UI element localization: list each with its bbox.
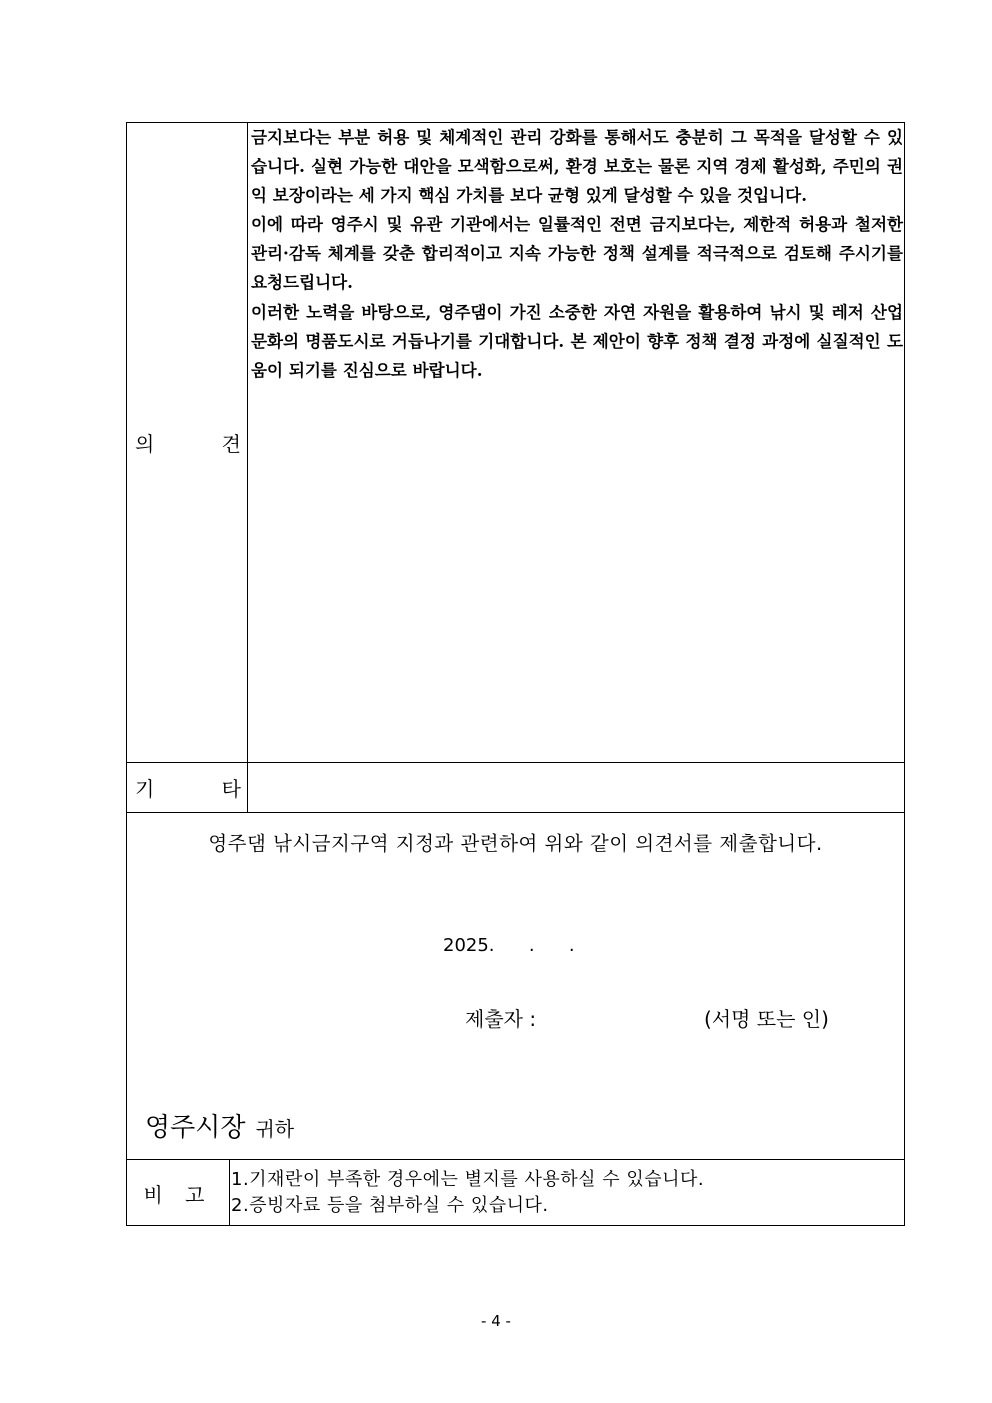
opinion-content [251, 123, 903, 385]
addressee [145, 1107, 294, 1144]
addressee-suffix: 귀하 [255, 1117, 295, 1141]
declaration-text: 영주댐 낚시금지구역 지정과 관련하여 위와 같이 의견서를 제출합니다. [208, 832, 823, 855]
opinion-paragraph: 금지보다는 부분 허용 및 체계적인 관리 강화를 통해서도 충분히 그 목적을 달성할 수 있습니다. 실현 가능한 대안을 모색함으로써, 환경 보호는 물론 지역 경제 활성화, 주민의 권익 보장이라는 세 가지 핵심 가치를 보다 균형 있게 달성할 수 있을 것입니다. [251, 127, 903, 206]
submitter-label: 제출자 : [465, 1007, 537, 1031]
remarks-list [231, 1167, 704, 1219]
other-label [127, 762, 247, 812]
remarks-item: 2.증빙자료 등을 첨부하실 수 있습니다. [231, 1195, 549, 1216]
label-column-divider [247, 123, 248, 812]
opinion-form [126, 122, 905, 1226]
remarks-column-divider [229, 1159, 230, 1225]
other-content [251, 773, 901, 803]
remarks-item: 1.기재란이 부족한 경우에는 별지를 사용하실 수 있습니다. [231, 1169, 705, 1190]
opinion-label-right: 견 [221, 432, 241, 456]
opinion-paragraph: 이에 따라 영주시 및 유관 기관에서는 일률적인 전면 금지보다는, 제한적 허용과 철저한 관리·감독 체계를 갖춘 합리적이고 지속 가능한 정책 설계를 적극적으로 검토해 주시기를 요청드립니다. [251, 214, 903, 293]
remarks-label: 비 고 [143, 1182, 213, 1207]
opinion-paragraph: 이러한 노력을 바탕으로, 영주댐이 가진 소중한 자연 자원을 활용하여 낚시 및 레저 산업문화의 명품도시로 거듭나기를 기대합니다. 본 제안이 향후 정책 결정 과정에 실질적인 도움이 되기를 진심으로 바랍니다. [251, 301, 903, 380]
other-label-left: 기 [135, 776, 155, 801]
signature-note: (서명 또는 인) [704, 1007, 829, 1031]
page-number: - 4 - [481, 1312, 511, 1330]
opinion-label [127, 123, 247, 762]
row-divider-other [127, 812, 904, 813]
submission-date: 2025. . . [443, 935, 575, 956]
addressee-name: 영주시장 [145, 1113, 246, 1143]
other-label-right: 타 [221, 776, 241, 801]
opinion-label-left: 의 [135, 432, 155, 456]
row-divider-declaration [127, 1159, 904, 1160]
